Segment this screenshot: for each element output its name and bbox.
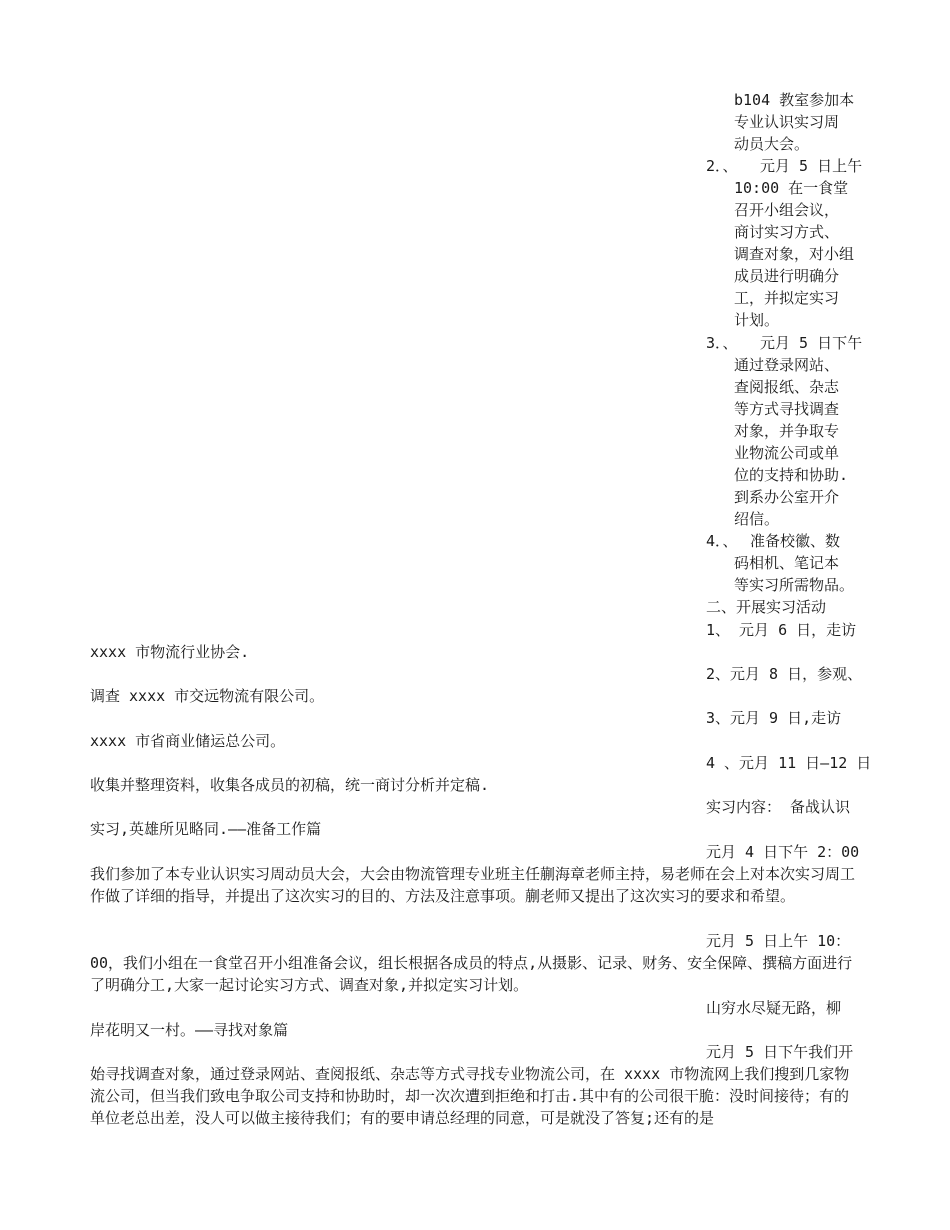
intro-line: 专业认识实习周	[734, 113, 840, 131]
paragraph-lead: 元月 4 日下午 2：00	[706, 843, 860, 861]
list-number: 3．、	[706, 334, 738, 352]
list-item-line: 元月 5 日上午	[760, 157, 863, 175]
list-item-line: 查阅报纸、杂志	[734, 378, 840, 396]
list-item-line: 元月 5 日下午	[760, 334, 863, 352]
list-item-line: 等实习所需物品。	[734, 576, 855, 594]
section-heading: 二、开展实习活动	[706, 598, 827, 616]
list-number: 2．、	[706, 157, 738, 175]
list-item-line: 召开小组会议，	[734, 201, 840, 219]
list-item-line: 计划。	[734, 311, 780, 329]
activity-date: 实习内容： 备战认识	[706, 798, 851, 816]
list-item-line: 位的支持和协助.	[734, 466, 849, 484]
paragraph-lead: 元月 5 日下午我们开	[706, 1043, 854, 1061]
paragraph-body: 我们参加了本专业认识实习周动员大会，大会由物流管理专业班主任蒯海章老师主持，易老师在会上对本次实习周工作做了详细的指导，并提出了这次实习的目的、方法及注意事项。蒯老师又提出了这次实习的要求和希望。	[90, 865, 856, 905]
paragraph-lead: 元月 5 日上午 10：	[706, 932, 851, 950]
list-item-line: 商讨实习方式、	[734, 223, 840, 241]
activity-text: xxxx 市省商业储运总公司。	[90, 732, 286, 750]
list-item-line: 工，并拟定实习	[734, 289, 840, 307]
paragraph-body: 岸花明又一村。——寻找对象篇	[90, 1021, 289, 1039]
list-item-line: 业物流公司或单	[734, 444, 840, 462]
list-item-line: 调查对象，对小组	[734, 245, 855, 263]
paragraph-body: 始寻找调查对象，通过登录网站、查阅报纸、杂志等方式寻找专业物流公司，在 xxxx 市物流网上我们搜到几家物流公司，但当我们致电争取公司支持和协助时，却一次次遭到拒绝和打击.其中有的公司很干脆：没时间接待；有的单位老总出差，没人可以做主接待我们；有的要申请总经理的同意，可是就没了答复;还有的是	[90, 1065, 850, 1127]
activity-text: 调查 xxxx 市交远物流有限公司。	[90, 687, 325, 705]
activity-date: 2、元月 8 日，参观、	[706, 665, 863, 683]
list-item-line: 到系办公室开介	[734, 488, 840, 506]
list-item-line: 对象，并争取专	[734, 422, 840, 440]
list-number: 4．、	[706, 532, 738, 550]
paragraph-body: 00，我们小组在一食堂召开小组准备会议，组长根据各成员的特点,从摄影、记录、财务、安全保障、撰稿方面进行了明确分工,大家一起讨论实习方式、调查对象,并拟定实习计划。	[90, 954, 853, 994]
list-item-line: 通过登录网站、	[734, 356, 840, 374]
activity-text: 实习,英雄所见略同.——准备工作篇	[90, 820, 322, 838]
list-item-line: 等方式寻找调查	[734, 400, 840, 418]
list-item-line: 准备校徽、数	[750, 532, 841, 550]
list-item-line: 绍信。	[734, 510, 780, 528]
list-item-line: 10:00 在一食堂	[734, 179, 849, 197]
activity-text: 收集并整理资料，收集各成员的初稿，统一商讨分析并定稿.	[90, 776, 490, 794]
intro-line: b104 教室参加本	[734, 91, 855, 109]
activity-date: 3、元月 9 日,走访	[706, 709, 842, 727]
activity-date: 1、 元月 6 日，走访	[706, 621, 857, 639]
intro-line: 动员大会。	[734, 135, 810, 153]
activity-date: 4 、元月 11 日—12 日	[706, 754, 872, 772]
list-item-line: 码相机、笔记本	[734, 554, 840, 572]
paragraph-lead: 山穷水尽疑无路，柳	[706, 999, 842, 1017]
activity-text: xxxx 市物流行业协会.	[90, 643, 250, 661]
list-item-line: 成员进行明确分	[734, 267, 840, 285]
